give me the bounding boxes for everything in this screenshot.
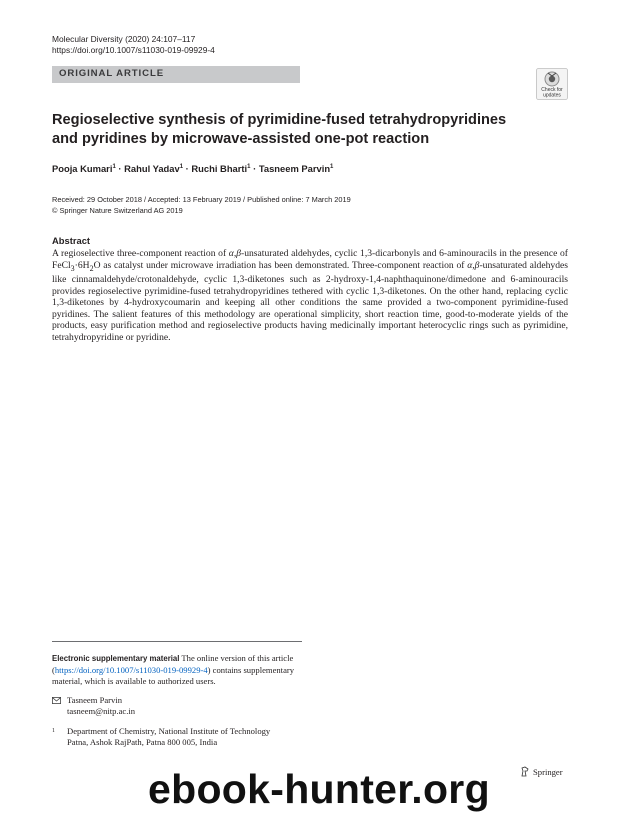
author-affil-mark: 1 <box>179 163 184 170</box>
envelope-icon <box>52 697 61 704</box>
abstract-text: A regioselective three-component reaction of <box>52 248 229 259</box>
abstract-greek: α,β <box>228 248 242 259</box>
affil-number: 1 <box>52 728 55 734</box>
abstract-text: ·6H <box>74 259 90 271</box>
history-dates: Received: 29 October 2018 / Accepted: 13 February 2019 / Published online: 7 March 2019 <box>52 195 351 204</box>
author-separator: · <box>115 163 125 174</box>
author-name[interactable]: Rahul Yadav <box>124 163 180 174</box>
author-affil-mark: 1 <box>112 163 116 170</box>
watermark: ebook-hunter.org <box>148 766 490 812</box>
abstract-greek: α,β <box>467 259 480 271</box>
badge-line2: updates <box>543 92 561 99</box>
abstract-text: O as catalyst under microwave irradiation has been demonstrated. Three-component reaction of <box>93 259 468 271</box>
esm-doi-link[interactable]: https://doi.org/10.1007/s11030-019-09929-4 <box>54 664 208 675</box>
author-name[interactable]: Pooja Kumari <box>52 163 113 174</box>
esm-text: ) contains supplementary material, which is available to authorized users. <box>52 664 295 686</box>
springer-logo <box>520 766 563 777</box>
author-affil-mark: 1 <box>247 163 251 170</box>
author-affil-mark: 1 <box>330 163 334 170</box>
footnote-divider <box>52 641 302 642</box>
journal-header <box>52 34 215 56</box>
author-separator: · <box>250 163 259 174</box>
affil-line-1: Department of Chemistry, National Institute of Technology <box>67 726 271 736</box>
esm-text: The online version of this article ( <box>52 653 294 675</box>
check-for-updates-badge[interactable] <box>536 68 568 100</box>
article-title <box>52 111 552 149</box>
title-line-1: Regioselective synthesis of pyrimidine-fused tetrahydropyridines <box>52 112 507 128</box>
title-line-2: and pyridines by microwave-assisted one-pot reaction <box>52 131 430 147</box>
abstract-subscript: 3 <box>70 263 75 273</box>
author-list <box>52 163 333 174</box>
abstract-subscript: 2 <box>89 263 94 273</box>
badge-line1: Check for <box>541 87 563 93</box>
abstract-heading: Abstract <box>52 235 91 246</box>
affiliation <box>52 726 270 748</box>
copyright-line: © Springer Nature Switzerland AG 2019 <box>52 206 183 215</box>
abstract-body <box>52 248 568 344</box>
springer-horse-icon <box>520 766 530 777</box>
abstract-text: -unsaturated aldehydes like cinnamaldehyde/crotonaldehyde, cyclic 1,3-diketones such as 2-hydroxy-1,4-naphthaquinone/dimedone and 6-aminouracils provides regioselective pyrimidine-fused tetrahydropyridines tethered with cyclic 1,3-diketones. On the other hand, replacing cyclic 1,3-diketones by 4-hydroxycoumarin and keeping all other conditions the same provided a two-component pyrimidine-fused pyridines. The salient features of this methodology are operational simplicity, short reaction time, good-to-moderate yields of the products, easy purification method and regioselective products having medicinally important heterocyclic rings such as pyrimidine, tetrahydropyridine or pyridine. <box>52 259 568 344</box>
corresponding-email[interactable]: tasneem@nitp.ac.in <box>67 706 136 716</box>
supplementary-note <box>52 653 302 686</box>
author-name[interactable]: Tasneem Parvin <box>258 163 331 174</box>
section-banner <box>52 66 300 83</box>
journal-citation: Molecular Diversity (2020) 24:107–117 <box>52 34 196 44</box>
publisher-name: Springer <box>533 766 563 777</box>
abstract-text: -unsaturated aldehydes, cyclic 1,3-dicarbonyls and 6-aminouracils in the presence of FeCl <box>52 248 568 271</box>
affil-line-2: Patna, Ashok RajPath, Patna 800 005, India <box>67 737 218 747</box>
doi-link[interactable]: https://doi.org/10.1007/s11030-019-09929-4 <box>52 45 215 55</box>
corresponding-name: Tasneem Parvin <box>67 695 123 705</box>
esm-label: Electronic supplementary material <box>52 654 180 663</box>
section-banner-label: ORIGINAL ARTICLE <box>59 68 165 79</box>
check-updates-icon <box>536 68 568 100</box>
publication-dates <box>52 194 351 216</box>
author-separator: · <box>183 163 192 174</box>
corresponding-author <box>52 695 135 717</box>
author-name[interactable]: Ruchi Bharti <box>191 163 248 174</box>
